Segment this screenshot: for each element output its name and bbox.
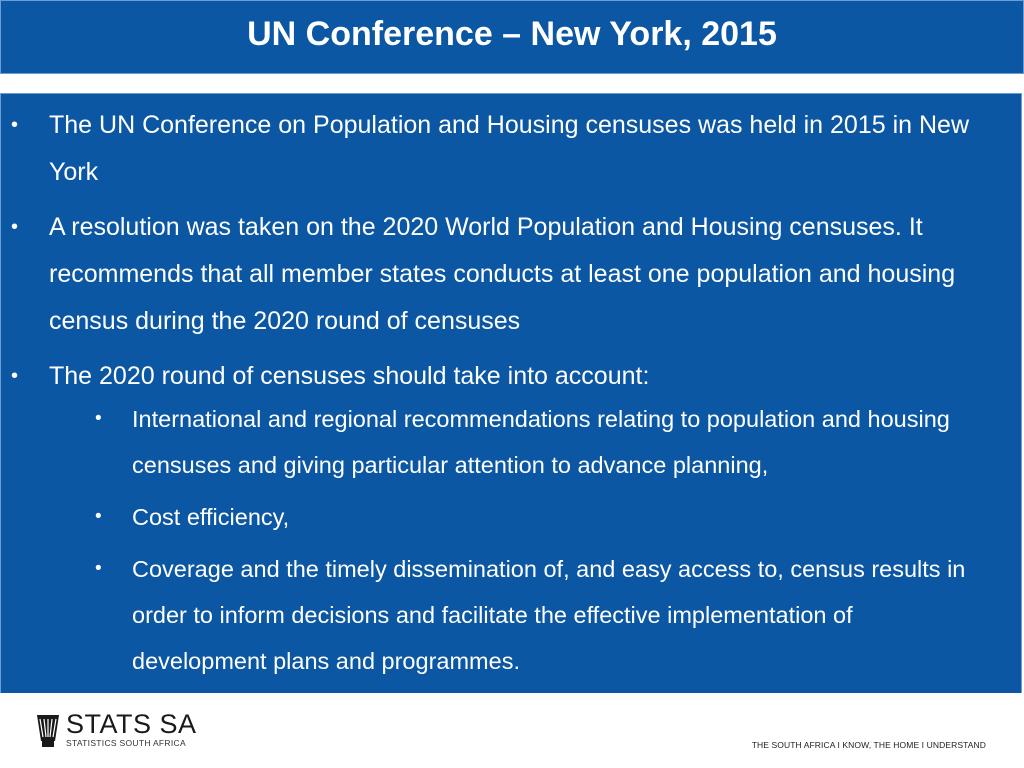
sub-bullet-glyph: • (95, 558, 102, 579)
sub-bullet-list (49, 396, 1009, 684)
sub-bullet-text: Cost efficiency, (132, 504, 290, 530)
logo-sub-text: STATISTICS SOUTH AFRICA (66, 738, 186, 748)
sub-bullet-glyph: • (95, 506, 102, 527)
bullet-text: The UN Conference on Population and Housing censuses was held in 2015 in New York (49, 111, 970, 186)
sub-bullet-item-3 (49, 546, 1009, 684)
bullet-item-2 (1, 204, 1023, 345)
bullet-item-3 (1, 353, 1023, 688)
bullet-text: The 2020 round of censuses should take into account: (49, 362, 650, 390)
title-bar (0, 0, 1024, 74)
footer (0, 693, 1024, 768)
bullet-glyph: • (11, 216, 19, 238)
basket-logo-icon (34, 711, 62, 749)
sub-bullet-item-2 (49, 494, 1009, 540)
footer-tagline: THE SOUTH AFRICA I KNOW, THE HOME I UNDERSTAND (751, 740, 986, 750)
content-box (0, 93, 1022, 693)
bullet-list (1, 102, 1023, 696)
sub-bullet-text: International and regional recommendations relating to population and housing censuses and giving particular attention to advance planning, (132, 406, 950, 478)
sub-bullet-text: Coverage and the timely dissemination of, and easy access to, census results in order to inform decisions and facilitate the effective implementation of development plans and programmes. (132, 556, 966, 674)
bullet-glyph: • (11, 114, 19, 136)
stats-sa-logo (34, 711, 197, 749)
sub-bullet-item-1 (49, 396, 1009, 488)
sub-bullet-glyph: • (95, 408, 102, 429)
bullet-glyph: • (11, 365, 19, 387)
bullet-text: A resolution was taken on the 2020 World Population and Housing censuses. It recommends that all member states conducts at least one population and housing census during the 2020 round of censuses (49, 213, 956, 335)
logo-main-text: STATS SA (66, 709, 197, 739)
slide-title: UN Conference – New York, 2015 (247, 14, 777, 53)
bullet-item-1 (1, 102, 1023, 196)
